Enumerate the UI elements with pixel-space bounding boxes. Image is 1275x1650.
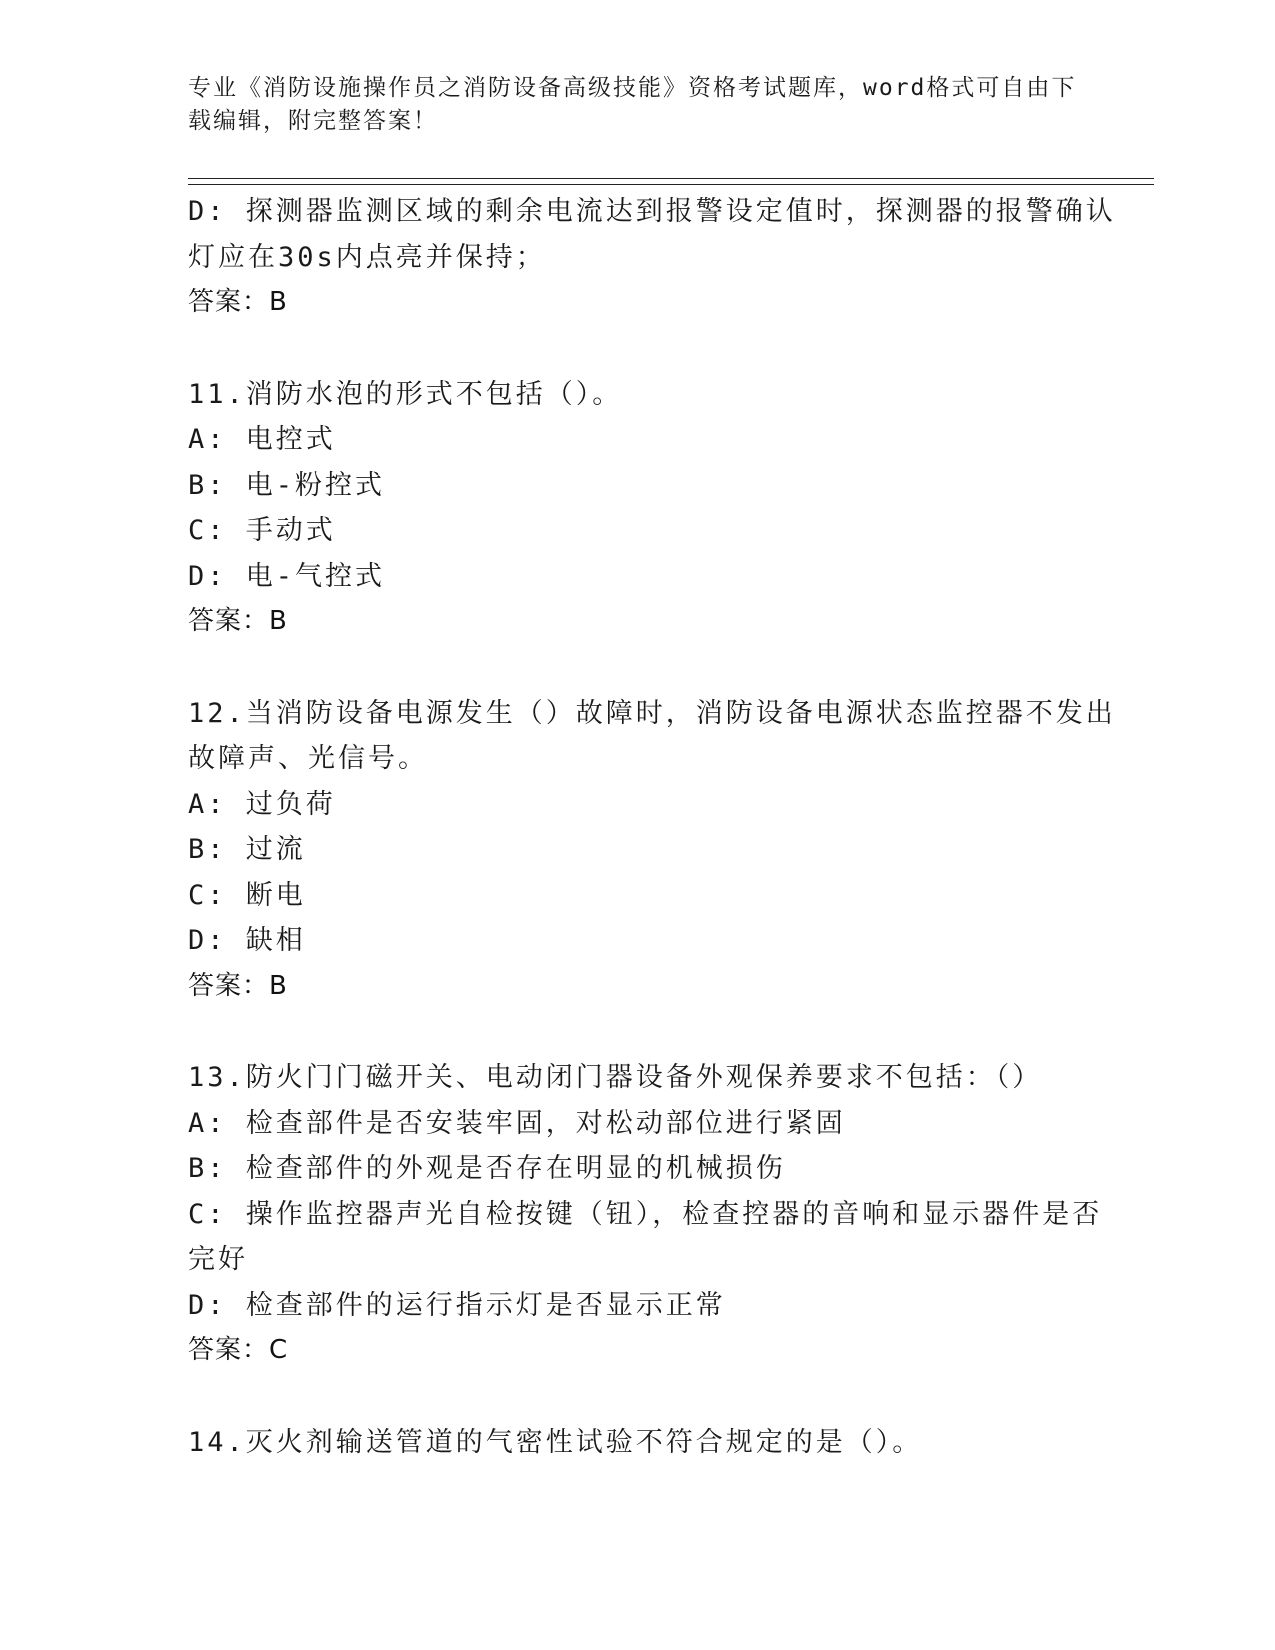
question-content bbox=[188, 189, 1116, 1465]
question-stem: 14.灭火剂输送管道的气密性试验不符合规定的是（）。 bbox=[188, 1426, 923, 1458]
header-rule-bottom bbox=[188, 184, 1154, 185]
option-c: C: 手动式 bbox=[188, 515, 336, 546]
option-d-line-2: 灯应在30s内点亮并保持； bbox=[188, 241, 546, 273]
answer-line: 答案：C bbox=[188, 1335, 289, 1365]
option-d: D: 检查部件的运行指示灯是否显示正常 bbox=[188, 1289, 726, 1321]
option-c-continued: 完好 bbox=[188, 1244, 248, 1275]
header-line-1: 专业《消防设施操作员之消防设备高级技能》资格考试题库，word格式可自由下 bbox=[188, 75, 1077, 101]
answer-line: 答案：B bbox=[188, 606, 288, 636]
option-b: B: 检查部件的外观是否存在明显的机械损伤 bbox=[188, 1153, 786, 1184]
spacer bbox=[188, 645, 1088, 691]
option-a: A: 过负荷 bbox=[188, 788, 336, 820]
option-d: D: 电-气控式 bbox=[188, 560, 386, 592]
document-header bbox=[188, 72, 1088, 138]
option-d: D: 缺相 bbox=[188, 925, 306, 956]
option-c: C: 操作监控器声光自检按键（钮），检查控器的音响和显示器件是否 bbox=[188, 1198, 1103, 1230]
question-stem: 12.当消防设备电源发生（）故障时，消防设备电源状态监控器不发出 bbox=[188, 697, 1116, 729]
option-b: B: 电-粉控式 bbox=[188, 469, 386, 501]
option-d-line-1: D: 探测器监测区域的剩余电流达到报警设定值时，探测器的报警确认 bbox=[188, 196, 1116, 227]
spacer bbox=[188, 1009, 1088, 1055]
option-b: B: 过流 bbox=[188, 834, 306, 865]
question-stem: 13.防火门门磁开关、电动闭门器设备外观保养要求不包括：（） bbox=[188, 1062, 1043, 1093]
spacer bbox=[188, 326, 1088, 372]
header-line-2: 载编辑，附完整答案！ bbox=[188, 108, 438, 134]
option-c: C: 断电 bbox=[188, 879, 306, 911]
answer-line: 答案：B bbox=[188, 970, 288, 1001]
option-a: A: 检查部件是否安装牢固，对松动部位进行紧固 bbox=[188, 1107, 846, 1139]
option-a: A: 电控式 bbox=[188, 424, 336, 455]
answer-line: 答案：B bbox=[188, 287, 288, 317]
question-stem: 11.消防水泡的形式不包括（）。 bbox=[188, 378, 623, 410]
header-rule-top bbox=[188, 178, 1154, 179]
spacer bbox=[188, 1374, 1088, 1420]
question-stem-continued: 故障声、光信号。 bbox=[188, 743, 428, 774]
